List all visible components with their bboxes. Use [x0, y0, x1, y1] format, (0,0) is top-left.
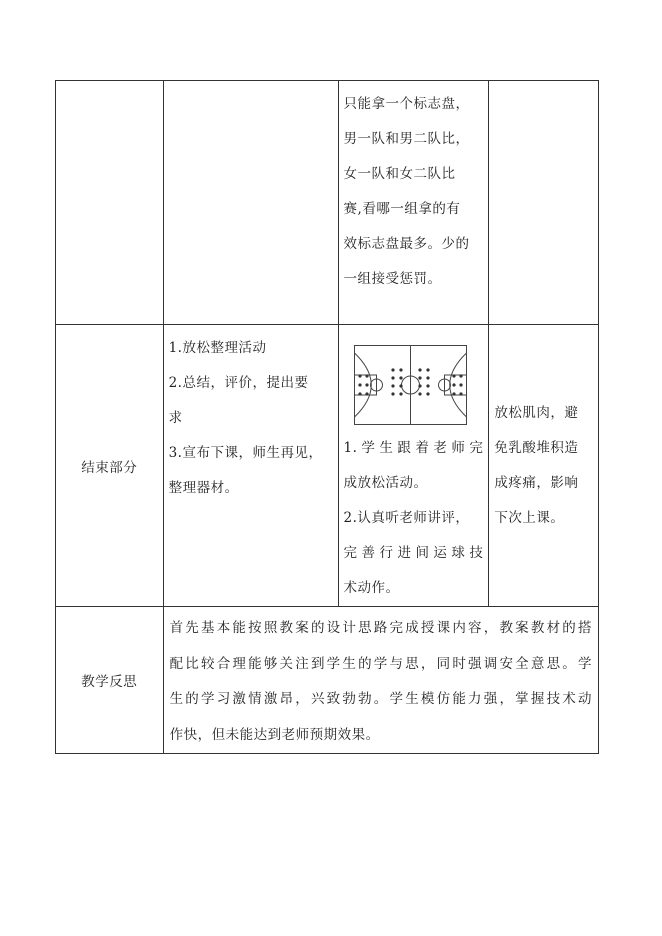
org-line: 赛,看哪一组拿的有: [343, 201, 461, 217]
org-line: 成放松活动。: [343, 475, 428, 491]
org-line: 女一队和女二队比: [343, 166, 456, 182]
section-label-reflection: 教学反思: [56, 607, 164, 754]
row1-organization-cell: [338, 81, 489, 325]
row1-notes-cell: [489, 81, 599, 325]
notes-line: 免乳酸堆积造: [494, 439, 579, 456]
org-line: 1.学生跟着老师完: [343, 440, 484, 456]
reflection-line: 首先基本能按照教案的设计思路完成授课内容，教案教材的搭: [169, 620, 592, 636]
row1-label-cell: [56, 81, 164, 325]
table-row-reflection: [56, 607, 599, 754]
section-label-ending: 结束部分: [56, 325, 164, 607]
content-line: 求: [168, 410, 183, 426]
content-line: 2.总结，评价，提出要: [168, 375, 309, 391]
row1-content-cell: [163, 81, 338, 325]
org-line: 一组接受惩罚。: [343, 271, 442, 287]
reflection-line: 配比较合理能够关注到学生的学与思，同时强调安全意思。学: [169, 655, 592, 672]
table-row-ending-part: [56, 325, 599, 607]
org-line: 2.认真听老师讲评，: [343, 510, 470, 526]
org-line: 完善行进间运球技: [343, 545, 484, 561]
notes-line: 成疼痛，影响: [494, 474, 579, 491]
notes-line: 下次上课。: [494, 509, 565, 526]
reflection-cell: [163, 607, 598, 754]
ending-content-cell: [163, 325, 338, 607]
ending-notes-cell: [489, 325, 599, 607]
notes-line: 放松肌肉，避: [494, 404, 579, 421]
content-line: 1.放松整理活动: [168, 340, 267, 356]
content-line: 3.宣布下课，师生再见，: [168, 445, 323, 461]
basketball-court-diagram-icon: [354, 345, 467, 425]
content-line: 整理器材。: [168, 480, 239, 496]
org-line: 只能拿一个标志盘，: [343, 96, 470, 112]
ending-organization-cell: [338, 325, 489, 607]
reflection-line: 生的学习激情激昂，兴致勃勃。学生模仿能力强，掌握技术动: [169, 691, 592, 707]
reflection-line: 作快，但未能达到老师预期效果。: [169, 726, 380, 743]
org-line: 效标志盘最多。少的: [343, 236, 470, 252]
lesson-plan-table: [55, 80, 599, 754]
org-line: 男一队和男二队比，: [343, 131, 470, 147]
org-line: 术动作。: [343, 580, 400, 596]
table-row-competition: [56, 81, 599, 325]
